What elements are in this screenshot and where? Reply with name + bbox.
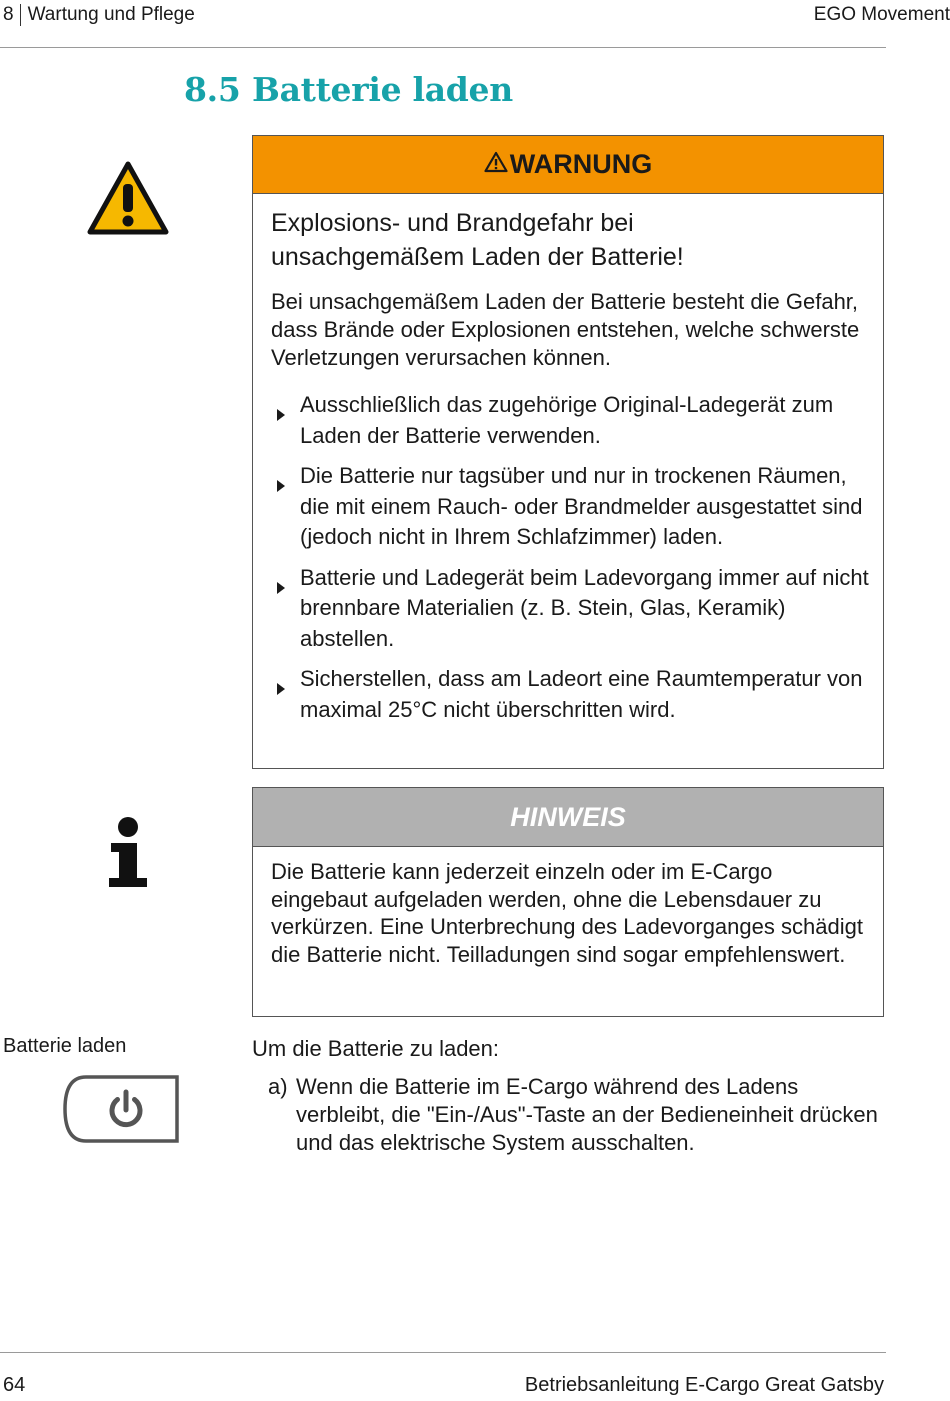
footer-divider (0, 1352, 886, 1353)
warning-label: WARNUNG (509, 149, 653, 179)
power-button-icon (62, 1074, 180, 1149)
chapter-title: Wartung und Pflege (27, 4, 195, 25)
notice-label: HINWEIS (510, 801, 626, 832)
step-marker: a) (268, 1074, 288, 1099)
bullet-arrow-icon (277, 470, 286, 501)
notice-header (253, 788, 883, 847)
warning-title: Explosions- und Brandgefahr bei unsachgemäßem Laden der Batterie! (271, 209, 684, 271)
side-label: Batterie laden (3, 1035, 127, 1057)
list-item: Batterie und Ladegerät beim Ladevorgang immer auf nicht brennbare Materialien (z. B. Stein, Glas, Keramik) abstellen. (271, 563, 871, 655)
document-title: Betriebsanleitung E-Cargo Great Gatsby (524, 1374, 884, 1396)
bullet-arrow-icon (277, 572, 286, 603)
warning-description: Bei unsachgemäßem Laden der Batterie besteht die Gefahr, dass Brände oder Explosionen entstehen, welche schwerste Verletzungen verursachen können. (271, 289, 860, 370)
list-item: Ausschließlich das zugehörige Original-Ladegerät zum Laden der Batterie verwenden. (271, 390, 871, 451)
list-item: Sicherstellen, dass am Ladeort eine Raumtemperatur von maximal 25°C nicht überschritten wird. (271, 664, 871, 725)
header-chapter (3, 4, 195, 26)
section-title (184, 70, 513, 109)
warning-triangle-icon (86, 160, 170, 241)
warning-header (253, 136, 883, 194)
chapter-number: 8 (3, 4, 14, 25)
section-number: 8.5 (184, 70, 241, 109)
step-text: Wenn die Batterie im E-Cargo während des Ladens verbleibt, die "Ein-/Aus"-Taste an der Bedieneinheit drücken und das elektrische System ausschalten. (296, 1074, 878, 1155)
list-item: Die Batterie nur tagsüber und nur in trockenen Räumen, die mit einem Rauch- oder Brandmelder ausgestattet sind (jedoch nicht in Ihrem Schlafzimmer) laden. (271, 461, 871, 553)
instructions-intro: Um die Batterie zu laden: (252, 1036, 500, 1061)
notice-text: Die Batterie kann jederzeit einzeln oder im E-Cargo eingebaut aufgeladen werden, ohne die Lebensdauer zu verkürzen. Eine Unterbrechung des Ladevorganges schädigt die Batterie nicht. Teilladungen sind sogar empfehlenswert. (271, 859, 863, 967)
bullet-arrow-icon (277, 673, 286, 704)
page-number: 64 (3, 1374, 26, 1396)
section-heading: Batterie laden (252, 70, 513, 109)
notice-box (252, 787, 884, 1017)
bullet-arrow-icon (277, 399, 286, 430)
header-separator (20, 4, 21, 26)
warning-box (252, 135, 884, 769)
instruction-step (268, 1073, 878, 1157)
info-icon (108, 817, 148, 894)
warning-measures (271, 390, 871, 735)
warning-small-triangle-icon (484, 149, 510, 180)
header-brand: EGO Movement (813, 4, 950, 25)
